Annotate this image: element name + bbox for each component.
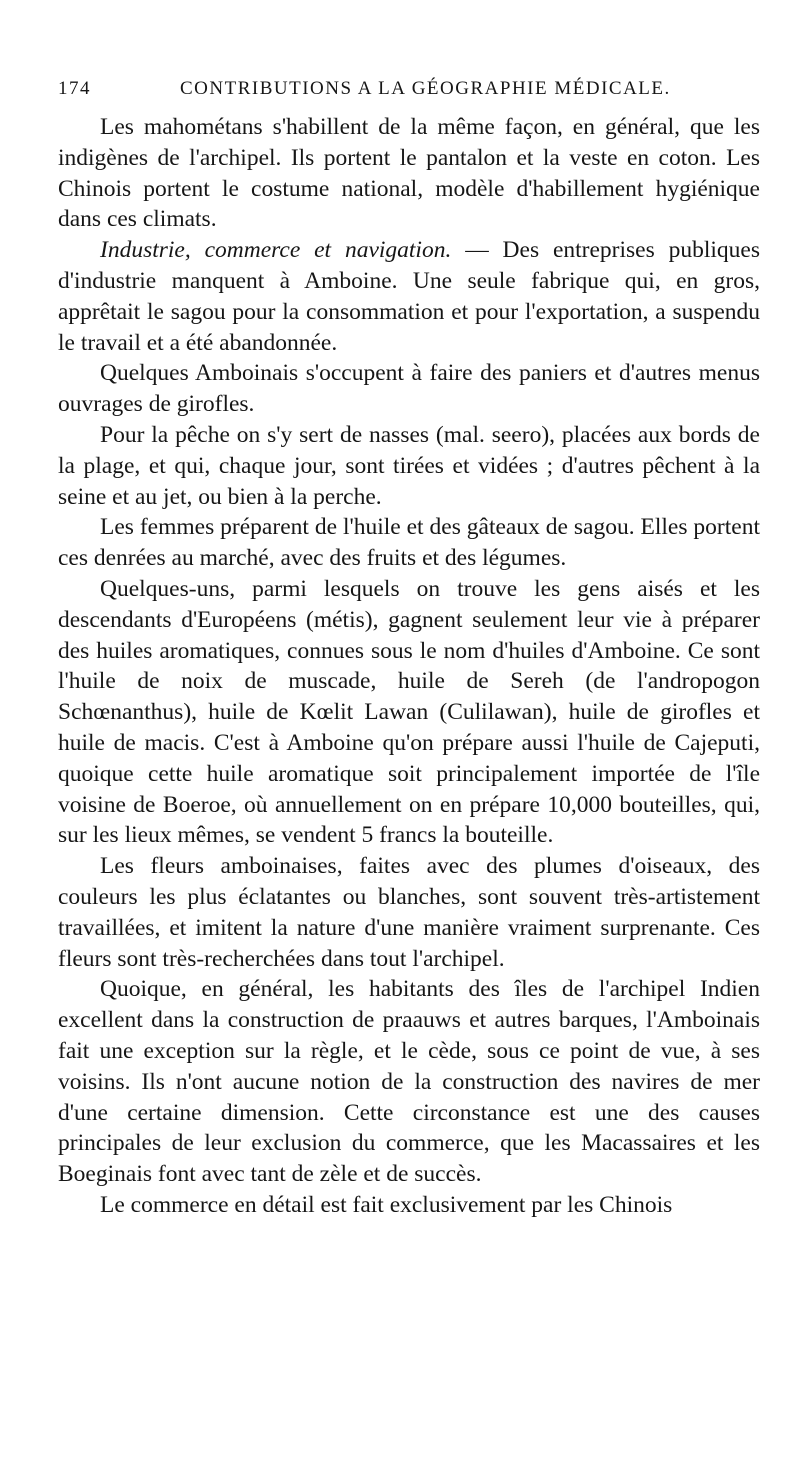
page-header — [58, 78, 760, 108]
running-title: CONTRIBUTIONS A LA GÉOGRAPHIE MÉDICALE. — [180, 78, 671, 99]
paragraph-oils — [58, 574, 760, 851]
page-number: 174 — [58, 78, 91, 99]
paragraph-text: Le commerce en détail est fait exclusivement par les Chinois — [100, 1191, 673, 1218]
paragraph-flowers — [58, 851, 760, 974]
paragraph-baskets — [58, 358, 760, 420]
paragraph-text: Quelques Amboinais s'occupent à faire des paniers et d'autres menus ouvrages de girofles. — [58, 360, 760, 418]
section-heading-industrie: Industrie, commerce et navigation. — [100, 237, 452, 264]
paragraph-fishing — [58, 420, 760, 512]
paragraph-clothing — [58, 112, 760, 235]
paragraph-industry — [58, 235, 760, 358]
paragraph-women — [58, 512, 760, 574]
body-text — [58, 112, 760, 1221]
paragraph-text: Les mahométans s'habillent de la même façon, en général, que les indigènes de l'archipel. Ils portent le pantalon et la veste en coton. Les Chinois portent le costume national, modèle d'habillement hygiénique dans ces climats. — [58, 114, 760, 233]
paragraph-text: Les femmes préparent de l'huile et des gâteaux de sagou. Elles portent ces denrées au marché, avec des fruits et des légumes. — [58, 514, 760, 572]
paragraph-boats — [58, 974, 760, 1190]
paragraph-commerce — [58, 1190, 760, 1221]
paragraph-text: Quoique, en général, les habitants des îles de l'archipel Indien excellent dans la construction de praauws et autres barques, l'Amboinais fait une exception sur la règle, et le cède, sous ce point de vue, à ses voisins. Ils n'ont aucune notion de la construction des navires de mer d'une certaine dimension. Cette circonstance est une des causes principales de leur exclusion du commerce, que les Macassaires et les Boeginais font avec tant de zèle et de succès. — [58, 976, 760, 1188]
paragraph-text: Pour la pêche on s'y sert de nasses (mal. seero), placées aux bords de la plage, et qui, chaque jour, sont tirées et vidées ; d'autres pêchent à la seine et au jet, ou bien à la perche. — [58, 421, 760, 510]
paragraph-text: — Des entreprises publiques d'industrie manquent à Amboine. Une seule fabrique qui, en gros, apprêtait le sagou pour la consommation et pour l'exportation, a suspendu le travail et a été abandonnée. — [58, 237, 760, 356]
paragraph-text: Les fleurs amboinaises, faites avec des plumes d'oiseaux, des couleurs les plus éclatantes ou blanches, sont souvent très-artistement travaillées, et imitent la nature d'une manière vraiment surprenante. Ces fleurs sont très-recherchées dans tout l'archipel. — [58, 853, 760, 972]
paragraph-text: Quelques-uns, parmi lesquels on trouve les gens aisés et les descendants d'Européens (métis), gagnent seulement leur vie à préparer des huiles aromatiques, connues sous le nom d'huiles d'Amboine. Ce sont l'huile de noix de muscade, huile de Sereh (de l'andropogon Schœnanthus), huile de Kœlit Lawan (Culilawan), huile de girofles et huile de macis. C'est à Amboine qu'on prépare aussi l'huile de Cajeputi, quoique cette huile aromatique soit principalement importée de l'île voisine de Boeroe, où annuellement on en prépare 10,000 bouteilles, qui, sur les lieux mêmes, se vendent 5 francs la bouteille. — [58, 575, 760, 849]
